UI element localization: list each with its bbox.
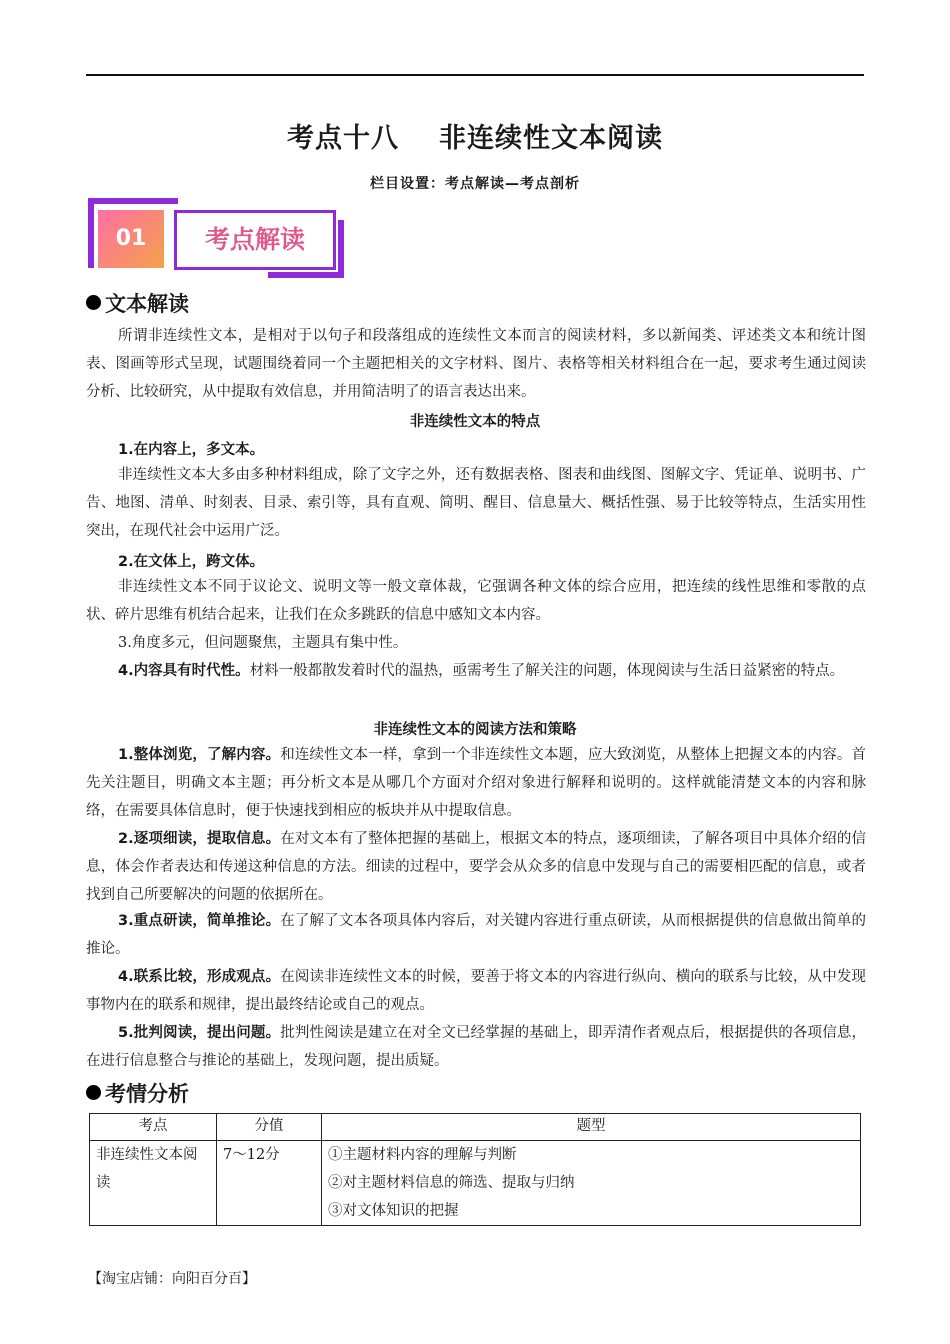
method-3-heading: 3.重点研读，简单推论。 [118, 913, 281, 929]
method-2 [86, 825, 866, 909]
exam-analysis-table [89, 1113, 861, 1226]
bullet-icon [86, 295, 101, 310]
banner-label: 考点解读 [204, 225, 305, 254]
method-4 [86, 963, 866, 1019]
feature-2-body: 非连续性文本不同于议论文、说明文等一般文章体裁，它强调各种文体的综合应用，把连续的线性思维和零散的点状、碎片思维有机结合起来，让我们在众多跳跃的信息中感知文本内容。 [86, 579, 866, 623]
section-heading-exam-analysis [86, 1078, 189, 1108]
feature-2-heading: 2.在文体上，跨文体。 [118, 554, 265, 570]
banner-number: 01 [98, 210, 164, 268]
banner-frame [88, 198, 178, 204]
footer-shop-note: 【淘宝店铺：向阳百分百】 [88, 1271, 256, 1287]
method-5-body: 批判性阅读是建立在对全文已经掌握的基础上，即弄清作者观点后，根据提供的各项信息，在进行信息整合与推论的基础上，发现问题，提出质疑。 [86, 1025, 866, 1069]
banner-frame [88, 198, 94, 268]
page-title [0, 116, 950, 155]
method-5 [86, 1019, 866, 1075]
title-topic-number: 考点十八 [287, 123, 399, 154]
question-type-item: ①主题材料内容的理解与判断 [328, 1147, 517, 1163]
banner-frame [268, 272, 344, 278]
feature-1-body: 非连续性文本大多由多种材料组成，除了文字之外，还有数据表格、图表和曲线图、图解文字、凭证单、说明书、广告、地图、清单、时刻表、目录、索引等，具有直观、简明、醒目、信息量大、概括性强、易于比较等特点，生活实用性突出，在现代社会中运用广泛。 [86, 467, 866, 539]
bullet-icon [86, 1085, 101, 1100]
feature-3: 3.角度多元，但问题聚焦，主题具有集中性。 [118, 635, 408, 651]
method-1-heading: 1.整体浏览，了解内容。 [118, 747, 281, 763]
feature-4-body: 材料一般都散发着时代的温热，亟需考生了解关注的问题，体现阅读与生活日益紧密的特点。 [249, 663, 845, 679]
table-cell-score: 7～12分 [217, 1141, 322, 1226]
banner-label-box [174, 210, 336, 270]
section-banner [88, 198, 358, 282]
method-1-body: 和连续性文本一样，拿到一个非连续性文本题，应大致浏览，从整体上把握文本的内容。首先关注题目，明确文本主题；再分析文本是从哪几个方面对介绍对象进行解释和说明的。这样就能清楚文本的内容和脉络，在需要具体信息时，便于快速找到相应的板块并从中提取信息。 [86, 747, 866, 819]
features-title: 非连续性文本的特点 [409, 414, 541, 430]
top-rule [86, 74, 864, 76]
table-header: 考点 [90, 1114, 217, 1141]
method-2-heading: 2.逐项细读，提取信息。 [118, 831, 281, 847]
method-4-body: 在阅读非连续性文本的时候，要善于将文本的内容进行纵向、横向的联系与比较，从中发现事物内在的联系和规律，提出最终结论或自己的观点。 [86, 969, 866, 1013]
table-row [90, 1141, 861, 1226]
method-1 [86, 741, 866, 825]
question-type-item: ③对文体知识的把握 [328, 1203, 459, 1219]
title-topic-name: 非连续性文本阅读 [439, 123, 663, 154]
banner-frame [338, 220, 344, 278]
intro-paragraph: 所谓非连续性文本，是相对于以句子和段落组成的连续性文本而言的阅读材料，多以新闻类、评述类文本和统计图表、图画等形式呈现，试题围绕着同一个主题把相关的文字材料、图片、表格等相关材料组合在一起，要求考生通过阅读分析、比较研究，从中提取有效信息，并用简洁明了的语言表达出来。 [86, 328, 866, 400]
method-3-body: 在了解了文本各项具体内容后，对关键内容进行重点研读，从而根据提供的信息做出简单的推论。 [86, 913, 866, 957]
section-heading-text-reading [86, 288, 189, 318]
feature-4-heading: 4.内容具有时代性。 [118, 663, 250, 679]
table-cell-types [322, 1141, 861, 1226]
method-4-heading: 4.联系比较，形成观点。 [118, 969, 281, 985]
method-5-heading: 5.批判阅读，提出问题。 [118, 1025, 281, 1041]
feature-1-heading: 1.在内容上，多文本。 [118, 442, 265, 458]
table-header: 题型 [322, 1114, 861, 1141]
methods-title: 非连续性文本的阅读方法和策略 [373, 722, 577, 738]
column-setting: 栏目设置：考点解读—考点剖析 [370, 176, 580, 192]
table-cell-point: 非连续性文本阅读 [90, 1141, 217, 1226]
method-3 [86, 907, 866, 963]
table-header: 分值 [217, 1114, 322, 1141]
question-type-item: ②对主题材料信息的筛选、提取与归纳 [328, 1175, 575, 1191]
section-heading-label: 考情分析 [105, 1082, 189, 1106]
method-2-body: 在对文本有了整体把握的基础上，根据文本的特点，逐项细读，了解各项目中具体介绍的信息，体会作者表达和传递这种信息的方法。细读的过程中，要学会从众多的信息中发现与自己的需要相匹配的信息，或者找到自己所要解决的问题的依据所在。 [86, 831, 866, 903]
table-header-row [90, 1114, 861, 1141]
section-heading-label: 文本解读 [105, 292, 189, 316]
feature-4 [86, 657, 866, 685]
